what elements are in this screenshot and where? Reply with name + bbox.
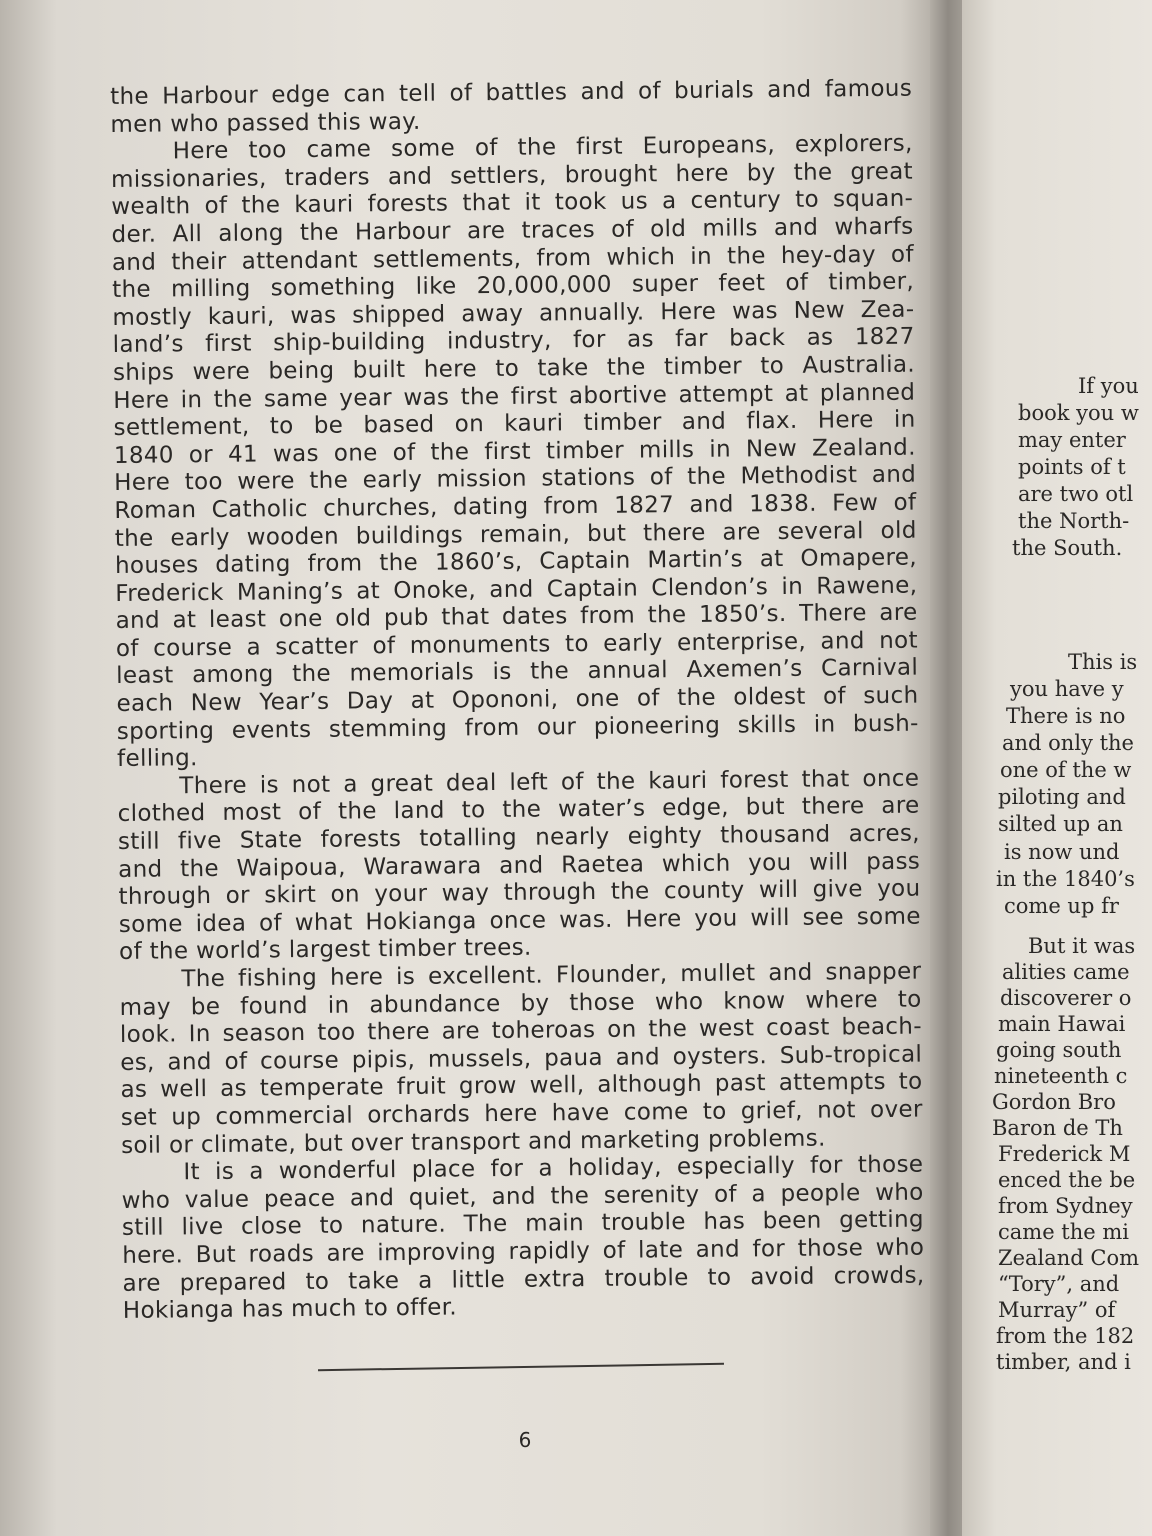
text-line: mostly kauri, was shipped away annually. Here was New Zea- — [112, 296, 915, 331]
text-line: and only the — [1002, 731, 1134, 755]
text-line: here. But roads are improving rapidly of late and for those who — [122, 1234, 925, 1269]
text-line: men who passed this way. — [110, 108, 421, 138]
text-line: through or skirt on your way through the county will give you — [118, 875, 921, 911]
text-line: settlement, to be based on kauri timber and flax. Here in — [113, 406, 916, 442]
text-line: from Sydney — [998, 1194, 1133, 1218]
text-line: enced the be — [998, 1168, 1136, 1192]
text-line: es, and of course pipis, mussels, paua and oysters. Sub-tropical — [120, 1041, 923, 1076]
text-line: The fishing here is excellent. Flounder, mullet and snapper — [181, 958, 922, 993]
text-line: missionaries, traders and settlers, brought here by the great — [110, 158, 914, 193]
text-line: wealth of the kauri forests that it took us a century to squan- — [111, 185, 914, 221]
text-line: soil or climate, but over transport and marketing problems. — [120, 1125, 826, 1159]
text-line: the Harbour edge can tell of battles and of burials and famous — [110, 75, 913, 110]
text-line: and at least one old pub that dates from the 1850’s. There are — [115, 599, 918, 635]
text-line: It is a wonderful place for a holiday, especially for those — [183, 1151, 924, 1186]
text-line: land’s first ship-building industry, for as far back as 1827 — [112, 323, 915, 359]
text-line: in the 1840’s — [996, 867, 1135, 891]
text-line: may be found in abundance by those who know where to — [119, 986, 922, 1021]
text-line: one of the w — [1000, 758, 1132, 782]
text-line: Here too were the early mission stations of the Methodist and — [114, 461, 917, 497]
text-line: look. In season too there are toheroas on the west coast beach- — [119, 1013, 923, 1049]
text-line: each New Year’s Day at Opononi, one of the oldest of such — [116, 682, 919, 718]
text-line: you have y — [1010, 677, 1124, 701]
text-line: Frederick Maning’s at Onoke, and Captain Clendon’s in Rawene, — [115, 572, 918, 607]
text-line: the South. — [1012, 536, 1123, 560]
text-line: nineteenth c — [994, 1064, 1128, 1088]
text-line: still live close to nature. The main trouble has been getting — [121, 1206, 925, 1242]
text-line: as well as temperate fruit grow well, although past attempts to — [120, 1068, 923, 1104]
text-line: Here too came some of the first Europeans, explorers, — [172, 130, 913, 165]
text-line: felling. — [116, 745, 198, 773]
text-line: of course a scatter of monuments to early enterprise, and not — [115, 627, 919, 662]
text-line: discoverer o — [1000, 986, 1132, 1010]
text-line: 1840 or 41 was one of the first timber mills in New Zealand. — [113, 434, 916, 469]
text-line: come up fr — [1004, 894, 1119, 918]
text-line: still five State forests totalling nearly eighty thousand acres, — [117, 820, 921, 855]
text-line: timber, and i — [996, 1350, 1131, 1374]
body-text — [110, 76, 925, 1326]
text-line: least among the memorials is the annual Axemen’s Carnival — [116, 655, 919, 690]
text-line: the early wooden buildings remain, but there are several old — [114, 517, 917, 552]
text-line: and the Waipoua, Warawara and Raetea which you will pass — [118, 848, 921, 883]
text-line: There is not a great deal left of the kauri forest that once — [179, 765, 920, 800]
text-line: Hokianga has much to offer. — [122, 1294, 458, 1325]
page-number: 6 — [518, 1428, 532, 1452]
text-line: Baron de Th — [992, 1116, 1123, 1140]
text-line: piloting and — [998, 785, 1126, 809]
text-line: Murray” of — [998, 1298, 1116, 1322]
text-line: Here in the same year was the first abortive attempt at planned — [113, 379, 916, 414]
text-line: Zealand Com — [998, 1246, 1140, 1270]
text-line: are prepared to take a little extra trouble to avoid crowds, — [122, 1262, 925, 1297]
text-line: houses dating from the 1860’s, Captain Martin’s at Omapere, — [114, 544, 918, 580]
text-line: going south — [996, 1038, 1122, 1062]
text-line: ships were being built here to take the timber to Australia. — [112, 351, 916, 386]
text-line: from the 182 — [996, 1324, 1135, 1348]
text-line: There is no — [1006, 704, 1126, 728]
text-line: came the mi — [998, 1220, 1129, 1244]
text-line: sporting events stemming from our pioneering skills in bush- — [116, 710, 919, 745]
text-line: and their attendant settlements, from which in the hey-day of — [111, 241, 914, 276]
text-line: set up commercial orchards here have come to grief, not over — [120, 1096, 923, 1131]
text-line: of the world’s largest timber trees. — [118, 935, 532, 966]
text-line: who value peace and quiet, and the serenity of a people who — [121, 1179, 924, 1214]
text-line: is now und — [1004, 840, 1120, 864]
text-line: Frederick M — [998, 1142, 1131, 1166]
text-line: Roman Catholic churches, dating from 1827 and 1838. Few of — [114, 489, 917, 524]
text-line: the North- — [1018, 509, 1130, 533]
text-line: points of t — [1018, 455, 1126, 479]
text-line: clothed most of the land to the water’s edge, but there are — [117, 792, 920, 828]
text-line: main Hawai — [998, 1012, 1126, 1036]
text-line: may enter — [1018, 428, 1126, 452]
text-line: “Tory”, and — [998, 1272, 1120, 1296]
text-line: If you — [1078, 374, 1139, 398]
text-line: the milling something like 20,000,000 super feet of timber, — [112, 268, 915, 304]
text-line: are two otl — [1018, 482, 1134, 506]
text-line: alities came — [1002, 960, 1130, 984]
text-line: silted up an — [998, 812, 1123, 836]
text-line: But it was — [1028, 934, 1136, 958]
text-line: some idea of what Hokianga once was. Here you will see some — [118, 903, 921, 938]
text-line: der. All along the Harbour are traces of old mills and wharfs — [111, 213, 914, 248]
text-line: This is — [1068, 650, 1138, 674]
text-line: Gordon Bro — [992, 1090, 1116, 1114]
text-line: book you w — [1018, 401, 1139, 425]
